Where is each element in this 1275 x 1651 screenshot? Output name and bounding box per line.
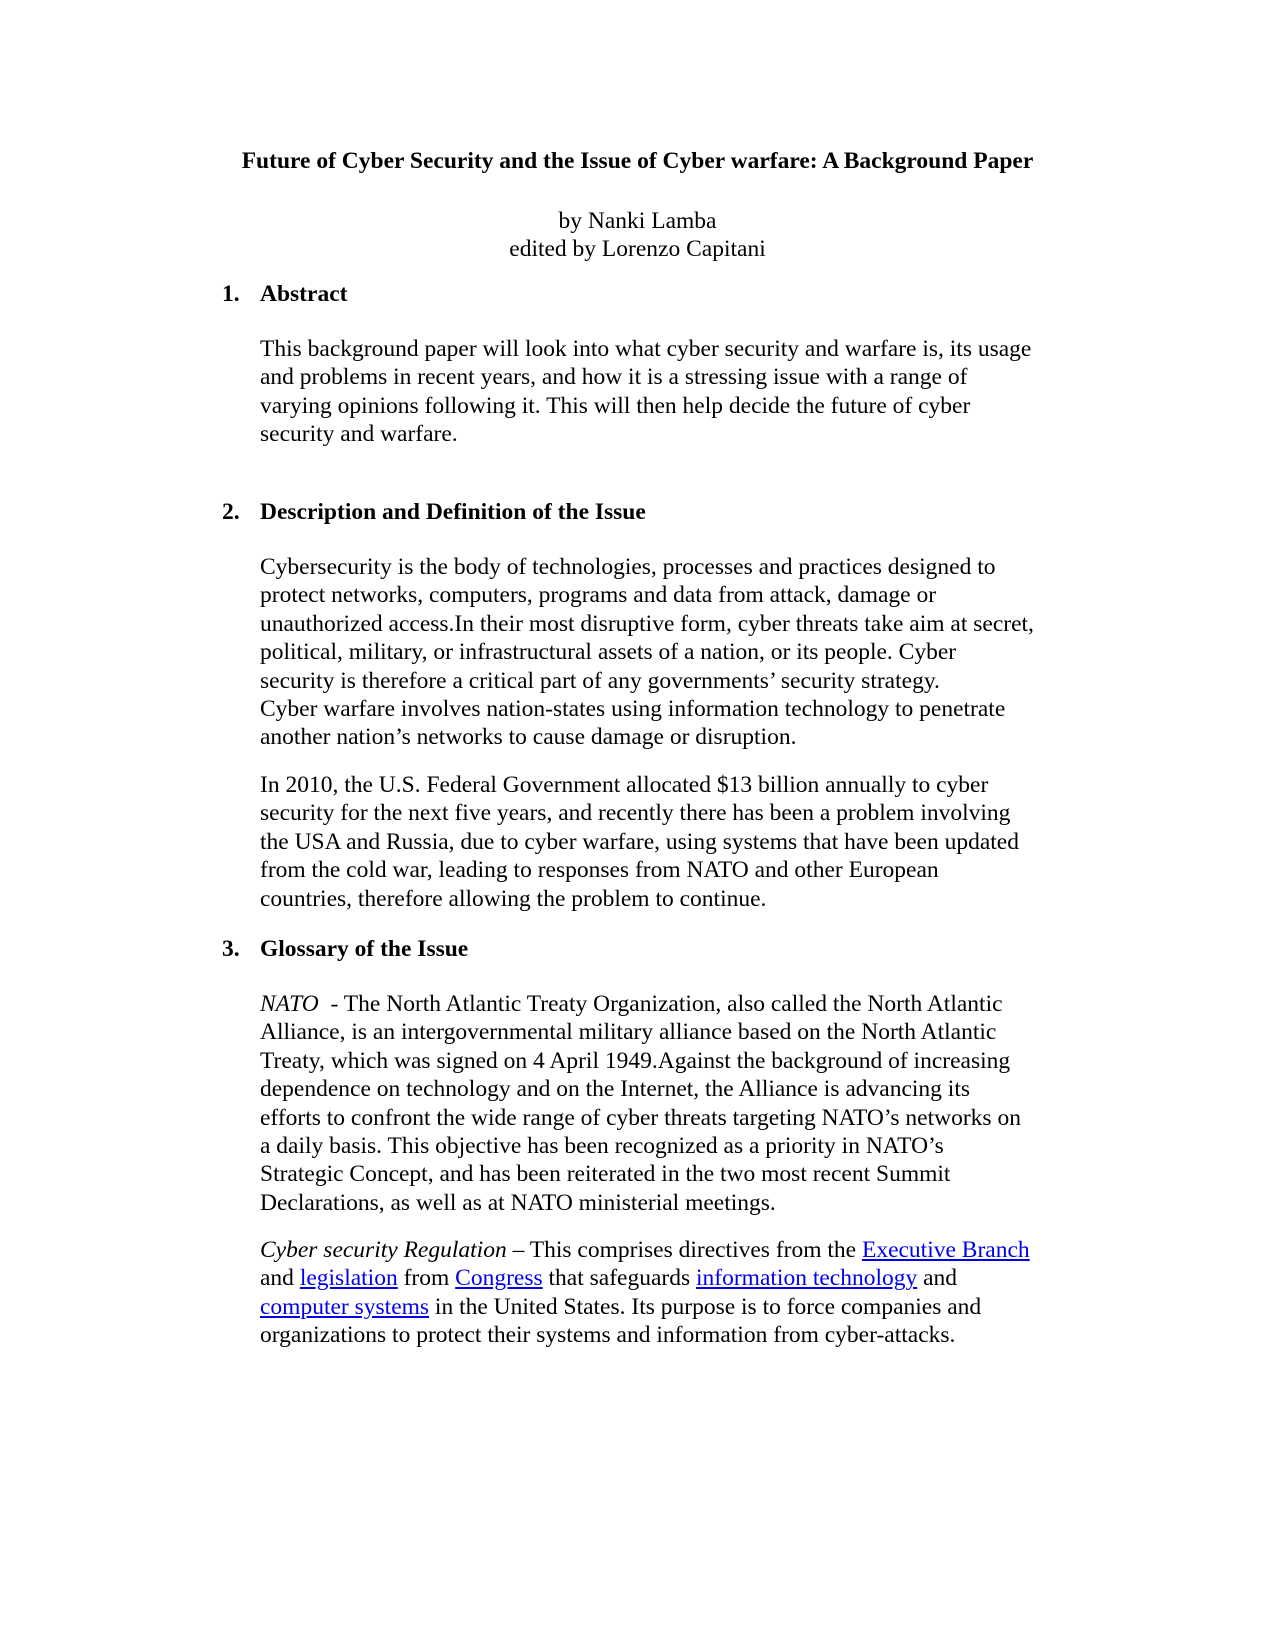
text-line: Strategic Concept, and has been reiterated in the two most recent Summit (260, 1161, 951, 1188)
text-line: and problems in recent years, and how it is a stressing issue with a range of (260, 364, 968, 391)
text-line: security is therefore a critical part of any governments’ security strategy. (260, 667, 940, 694)
description-paragraph-2 (260, 771, 1080, 913)
text-line: Cybersecurity is the body of technologies, processes and practices designed to (260, 554, 996, 580)
text-line (260, 1293, 1080, 1321)
glossary-term: NATO (260, 991, 319, 1017)
byline (0, 207, 1275, 264)
text-line: In 2010, the U.S. Federal Government allocated $13 billion annually to cyber (260, 772, 989, 798)
text-line: Cyber warfare involves nation-states using information technology to penetrate (260, 695, 1006, 722)
section-number: 1. (222, 281, 240, 307)
glossary-definition: - The North Atlantic Treaty Organization, also called the North Atlantic (318, 991, 1003, 1017)
text-line: Declarations, as well as at NATO ministerial meetings. (260, 1189, 776, 1216)
text-line (260, 1264, 1080, 1292)
text-line: political, military, or infrastructural assets of a nation, or its people. Cyber (260, 639, 957, 666)
text-run: – This comprises directives from the (506, 1237, 862, 1263)
author-line: by Nanki Lamba (558, 208, 717, 234)
text-line: unauthorized access.In their most disruptive form, cyber threats take aim at secret, (260, 610, 1034, 637)
text-line: countries, therefore allowing the problem to continue. (260, 885, 767, 912)
document-title: Future of Cyber Security and the Issue of Cyber warfare: A Background Paper (241, 148, 1034, 174)
text-line: This background paper will look into what cyber security and warfare is, its usage (260, 336, 1032, 362)
text-run: from (397, 1265, 456, 1292)
text-run: that safeguards (542, 1265, 696, 1292)
text-line: varying opinions following it. This will then help decide the future of cyber (260, 392, 971, 419)
text-line: Alliance, is an intergovernmental military alliance based on the North Atlantic (260, 1019, 997, 1046)
abstract-paragraph (260, 335, 1080, 449)
glossary-entry-nato (260, 990, 1080, 1217)
section-heading-description (222, 498, 646, 526)
text-line: organizations to protect their systems and information from cyber-attacks. (260, 1322, 956, 1349)
text-line: protect networks, computers, programs and data from attack, damage or (260, 582, 937, 609)
text-line: a daily basis. This objective has been recognized as a priority in NATO’s (260, 1132, 944, 1159)
text-run: and (260, 1265, 300, 1292)
text-line: efforts to confront the wide range of cyber threats targeting NATO’s networks on (260, 1104, 1021, 1131)
text-line: security for the next five years, and recently there has been a problem involving (260, 800, 1011, 827)
text-line (260, 990, 1080, 1018)
section-heading-glossary (222, 935, 468, 963)
section-number: 3. (222, 936, 240, 962)
text-run: in the United States. Its purpose is to force companies and (429, 1293, 982, 1320)
section-heading-abstract (222, 280, 347, 308)
link-executive-branch[interactable]: Executive Branch (861, 1237, 1030, 1263)
section-title: Description and Definition of the Issue (260, 499, 646, 525)
text-line: the USA and Russia, due to cyber warfare, using systems that have been updated (260, 828, 1019, 855)
text-run: and (917, 1265, 958, 1292)
text-line: dependence on technology and on the Internet, the Alliance is advancing its (260, 1076, 970, 1103)
section-number: 2. (222, 499, 240, 525)
glossary-entry-regulation (260, 1236, 1080, 1350)
link-congress[interactable]: Congress (455, 1265, 543, 1292)
link-information-technology[interactable]: information technology (696, 1265, 918, 1292)
section-title: Abstract (260, 281, 348, 307)
link-computer-systems[interactable]: computer systems (260, 1293, 430, 1320)
editor-line: edited by Lorenzo Capitani (509, 236, 766, 263)
text-line: security and warfare. (260, 421, 458, 448)
link-legislation[interactable]: legislation (299, 1265, 398, 1292)
text-line: from the cold war, leading to responses from NATO and other European (260, 857, 939, 884)
glossary-term: Cyber security Regulation (260, 1237, 507, 1263)
text-line: another nation’s networks to cause damage or disruption. (260, 724, 797, 751)
section-title: Glossary of the Issue (260, 936, 469, 962)
text-line (260, 1236, 1080, 1264)
description-paragraph-1 (260, 553, 1080, 752)
text-line: Treaty, which was signed on 4 April 1949.Against the background of increasing (260, 1047, 1011, 1074)
